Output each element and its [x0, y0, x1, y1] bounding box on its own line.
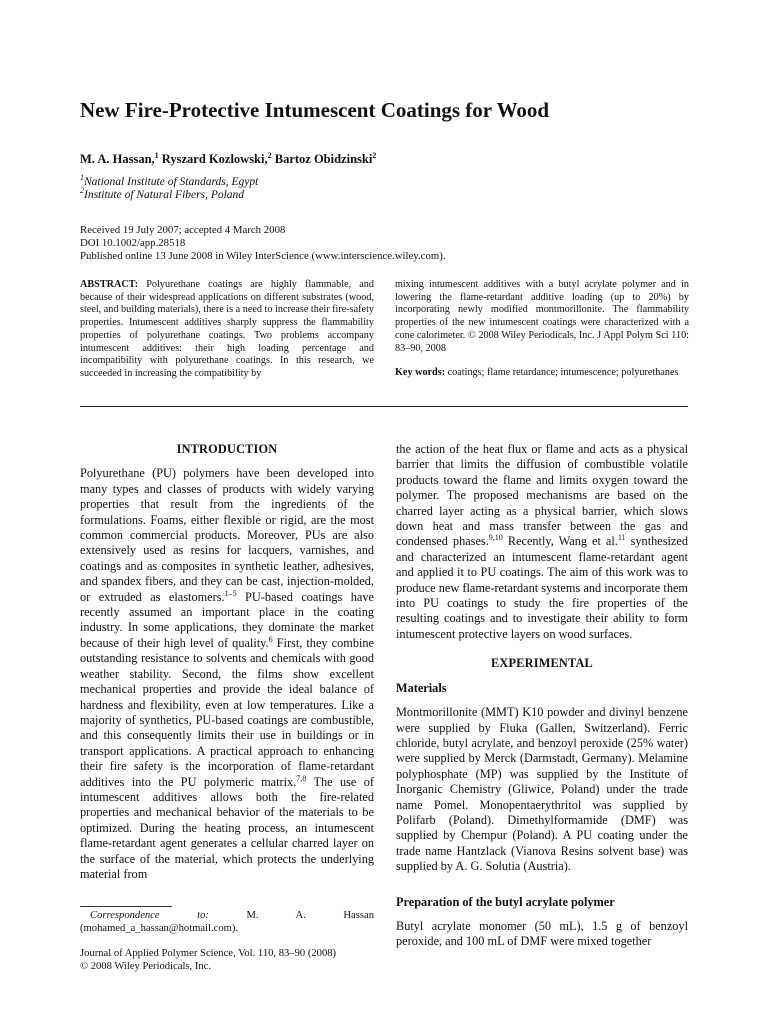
- paragraph-text: the action of the heat flux or flame and acts as a physical barrier that limits the diffusion of combustible volatile products toward the flame and limits oxygen toward the polymer. The proposed mechanisms are based on the charred layer acting as a physical barrier, which slows down heat and mass transfer between the gas and condensed phases.: [396, 442, 688, 549]
- paragraph-text: PU-based coatings have recently assumed an important place in the coating industry. In some applications, they dominate the market because of their high level of quality.: [80, 589, 374, 650]
- author-name: M. A. Hassan,: [80, 152, 155, 166]
- citation: 11: [617, 533, 626, 543]
- paragraph-materials: Montmorillonite (MMT) K10 powder and divinyl benzene were supplied by Fluka (Gallen, Switzerland). Ferric chloride, butyl acrylate, and benzoyl peroxide (25% water) were supplied by Merck (Darmstadt, Germany). Melamine polyphosphate (MP) was supplied by the Institute of Inorganic Chemistry (Gliwice, Poland) under the trade name Pomel. Monopentaerythritol was supplied by Polifarb (Poland). Dimethylformamide (DMF) was supplied by Chempur (Poland). A PU coating under the trade name Hantzlack (Vianova Resins solvent base) was supplied by A. G. Solutia (Austria).: [396, 705, 688, 874]
- keywords-label: Key words:: [395, 367, 446, 379]
- abstract-right: [395, 279, 689, 380]
- keywords: [395, 367, 689, 380]
- spacer: [396, 875, 688, 889]
- affiliation-text: Institute of Natural Fibers, Poland: [84, 189, 245, 201]
- subsection-heading-preparation: Preparation of the butyl acrylate polymer: [396, 894, 615, 909]
- affiliation-mark: 1: [80, 173, 84, 183]
- correspondence-footnote: [80, 910, 374, 935]
- correspondence-text: M. A. Hassan (mohamed_a_hassan@hotmail.com).: [80, 910, 374, 934]
- abstract-label: ABSTRACT:: [80, 279, 139, 290]
- section-heading-experimental: EXPERIMENTAL: [491, 656, 593, 671]
- journal-citation: Journal of Applied Polymer Science, Vol. 110, 83–90 (2008): [80, 948, 337, 959]
- keywords-text: coatings; flame retardance; intumescence; polyurethanes: [445, 367, 679, 379]
- abstract-text-continued: mixing intumescent additives with a butyl acrylate polymer and in lowering the flame-retardant additive loading (up to 20%) by incorporating newly modified montmorillonite. The flammability properties of the new intumescent coatings were characterized with a cone calorimeter. © 2008 Wiley Periodicals, Inc. J Appl Polym Sci 110: 83–90, 2008: [395, 279, 689, 354]
- paper-title: New Fire-Protective Intumescent Coatings for Wood: [80, 98, 550, 122]
- article-history: [80, 224, 680, 262]
- abstract-divider: [80, 406, 688, 407]
- copyright: © 2008 Wiley Periodicals, Inc.: [80, 960, 211, 972]
- abstract-left: [80, 279, 374, 381]
- journal-info: [80, 948, 374, 973]
- paragraph-text: The use of intumescent additives allows both the fire-related properties and mechanical behavior of the materials to be optimized. During the heating process, an intumescent flame-retardant agent generates a cellular charred layer on the surface of the material, which protects the underlying material from: [80, 774, 374, 881]
- column-right: [396, 442, 688, 950]
- author-affiliation-mark: 2: [372, 150, 377, 160]
- citation: 6: [268, 634, 273, 644]
- paragraph-text: Recently, Wang et al.: [502, 534, 618, 549]
- affiliation: [80, 186, 680, 202]
- affiliation-mark: 2: [80, 186, 84, 196]
- paragraph-introduction-continued: [396, 442, 688, 642]
- paragraph-introduction: [80, 466, 374, 882]
- affiliation-text: National Institute of Standards, Egypt: [84, 176, 259, 188]
- author-affiliation-mark: 2: [267, 150, 272, 160]
- paragraph-text: synthesized and characterized an intumescent flame-retardant agent and applied it to PU coatings. The aim of this work was to produce new flame-retardant systems and incorporate them into PU coatings to study the fire properties of the resulting coatings and to investigate their ability to form intumescent protective layers on wood surfaces.: [396, 534, 688, 641]
- citation: 1–5: [224, 588, 237, 598]
- spacer: [396, 642, 688, 656]
- paragraph-preparation: Butyl acrylate monomer (50 mL), 1.5 g of benzoyl peroxide, and 100 mL of DMF were mixed together: [396, 918, 688, 949]
- received-date: Received 19 July 2007; accepted 4 March 2008: [80, 224, 286, 236]
- section-heading-introduction: INTRODUCTION: [176, 442, 278, 456]
- affiliations: [80, 173, 680, 202]
- footnote-divider: [80, 906, 172, 907]
- correspondence-label: Correspondence to:: [90, 910, 209, 921]
- citation: 7,8: [296, 773, 307, 783]
- paragraph-text: Polyurethane (PU) polymers have been developed into many types and classes of products with widely varying properties that result from the ingredients of the formulations. Foams, either flexible or rigid, are the most common commercial products. Moreover, PUs are also extensively used as resins for lacquers, varnishes, and coatings and as composites in synthetic leather, adhesives, and spandex fibers, and they can be cast, injection-molded, or extruded as elastomers.: [80, 466, 374, 604]
- column-left: [80, 442, 374, 882]
- affiliation: [80, 173, 680, 189]
- author-name: Bartoz Obidzinski: [271, 152, 373, 166]
- author-affiliation-mark: 1: [154, 150, 159, 160]
- abstract-text: Polyurethane coatings are highly flammable, and because of their widespread applications on different substrates (wood, steel, and building materials), there is a need to increase their fire-safety properties. Intumescent additives sharply suppress the flammability properties of polyurethane coatings. Two problems accompany intumescent additives: their high loading percentage and incompatibility with polyurethane coatings. In this research, we succeeded in increasing the compatibility by: [80, 279, 374, 379]
- citation: 9,10: [488, 533, 503, 543]
- doi: DOI 10.1002/app.28518: [80, 236, 186, 249]
- published-date: Published online 13 June 2008 in Wiley InterScience (www.interscience.wiley.com).: [80, 249, 446, 262]
- subsection-heading-materials: Materials: [396, 680, 447, 695]
- author-list: [80, 152, 700, 167]
- paragraph-text: First, they combine outstanding resistance to solvents and chemicals with good weather stability. Second, the films show excellent mechanical properties and provide the ideal balance of hardness and flexibility, even at low temperatures. Like a majority of synthetics, PU-based coatings are combustible, and this consequently limits their use in buildings or in transport applications. A practical approach to enhancing their fire safety is the incorporation of flame-retardant additives into the PU polymeric matrix.: [80, 635, 374, 789]
- author-name: Ryszard Kozlowski,: [158, 152, 268, 166]
